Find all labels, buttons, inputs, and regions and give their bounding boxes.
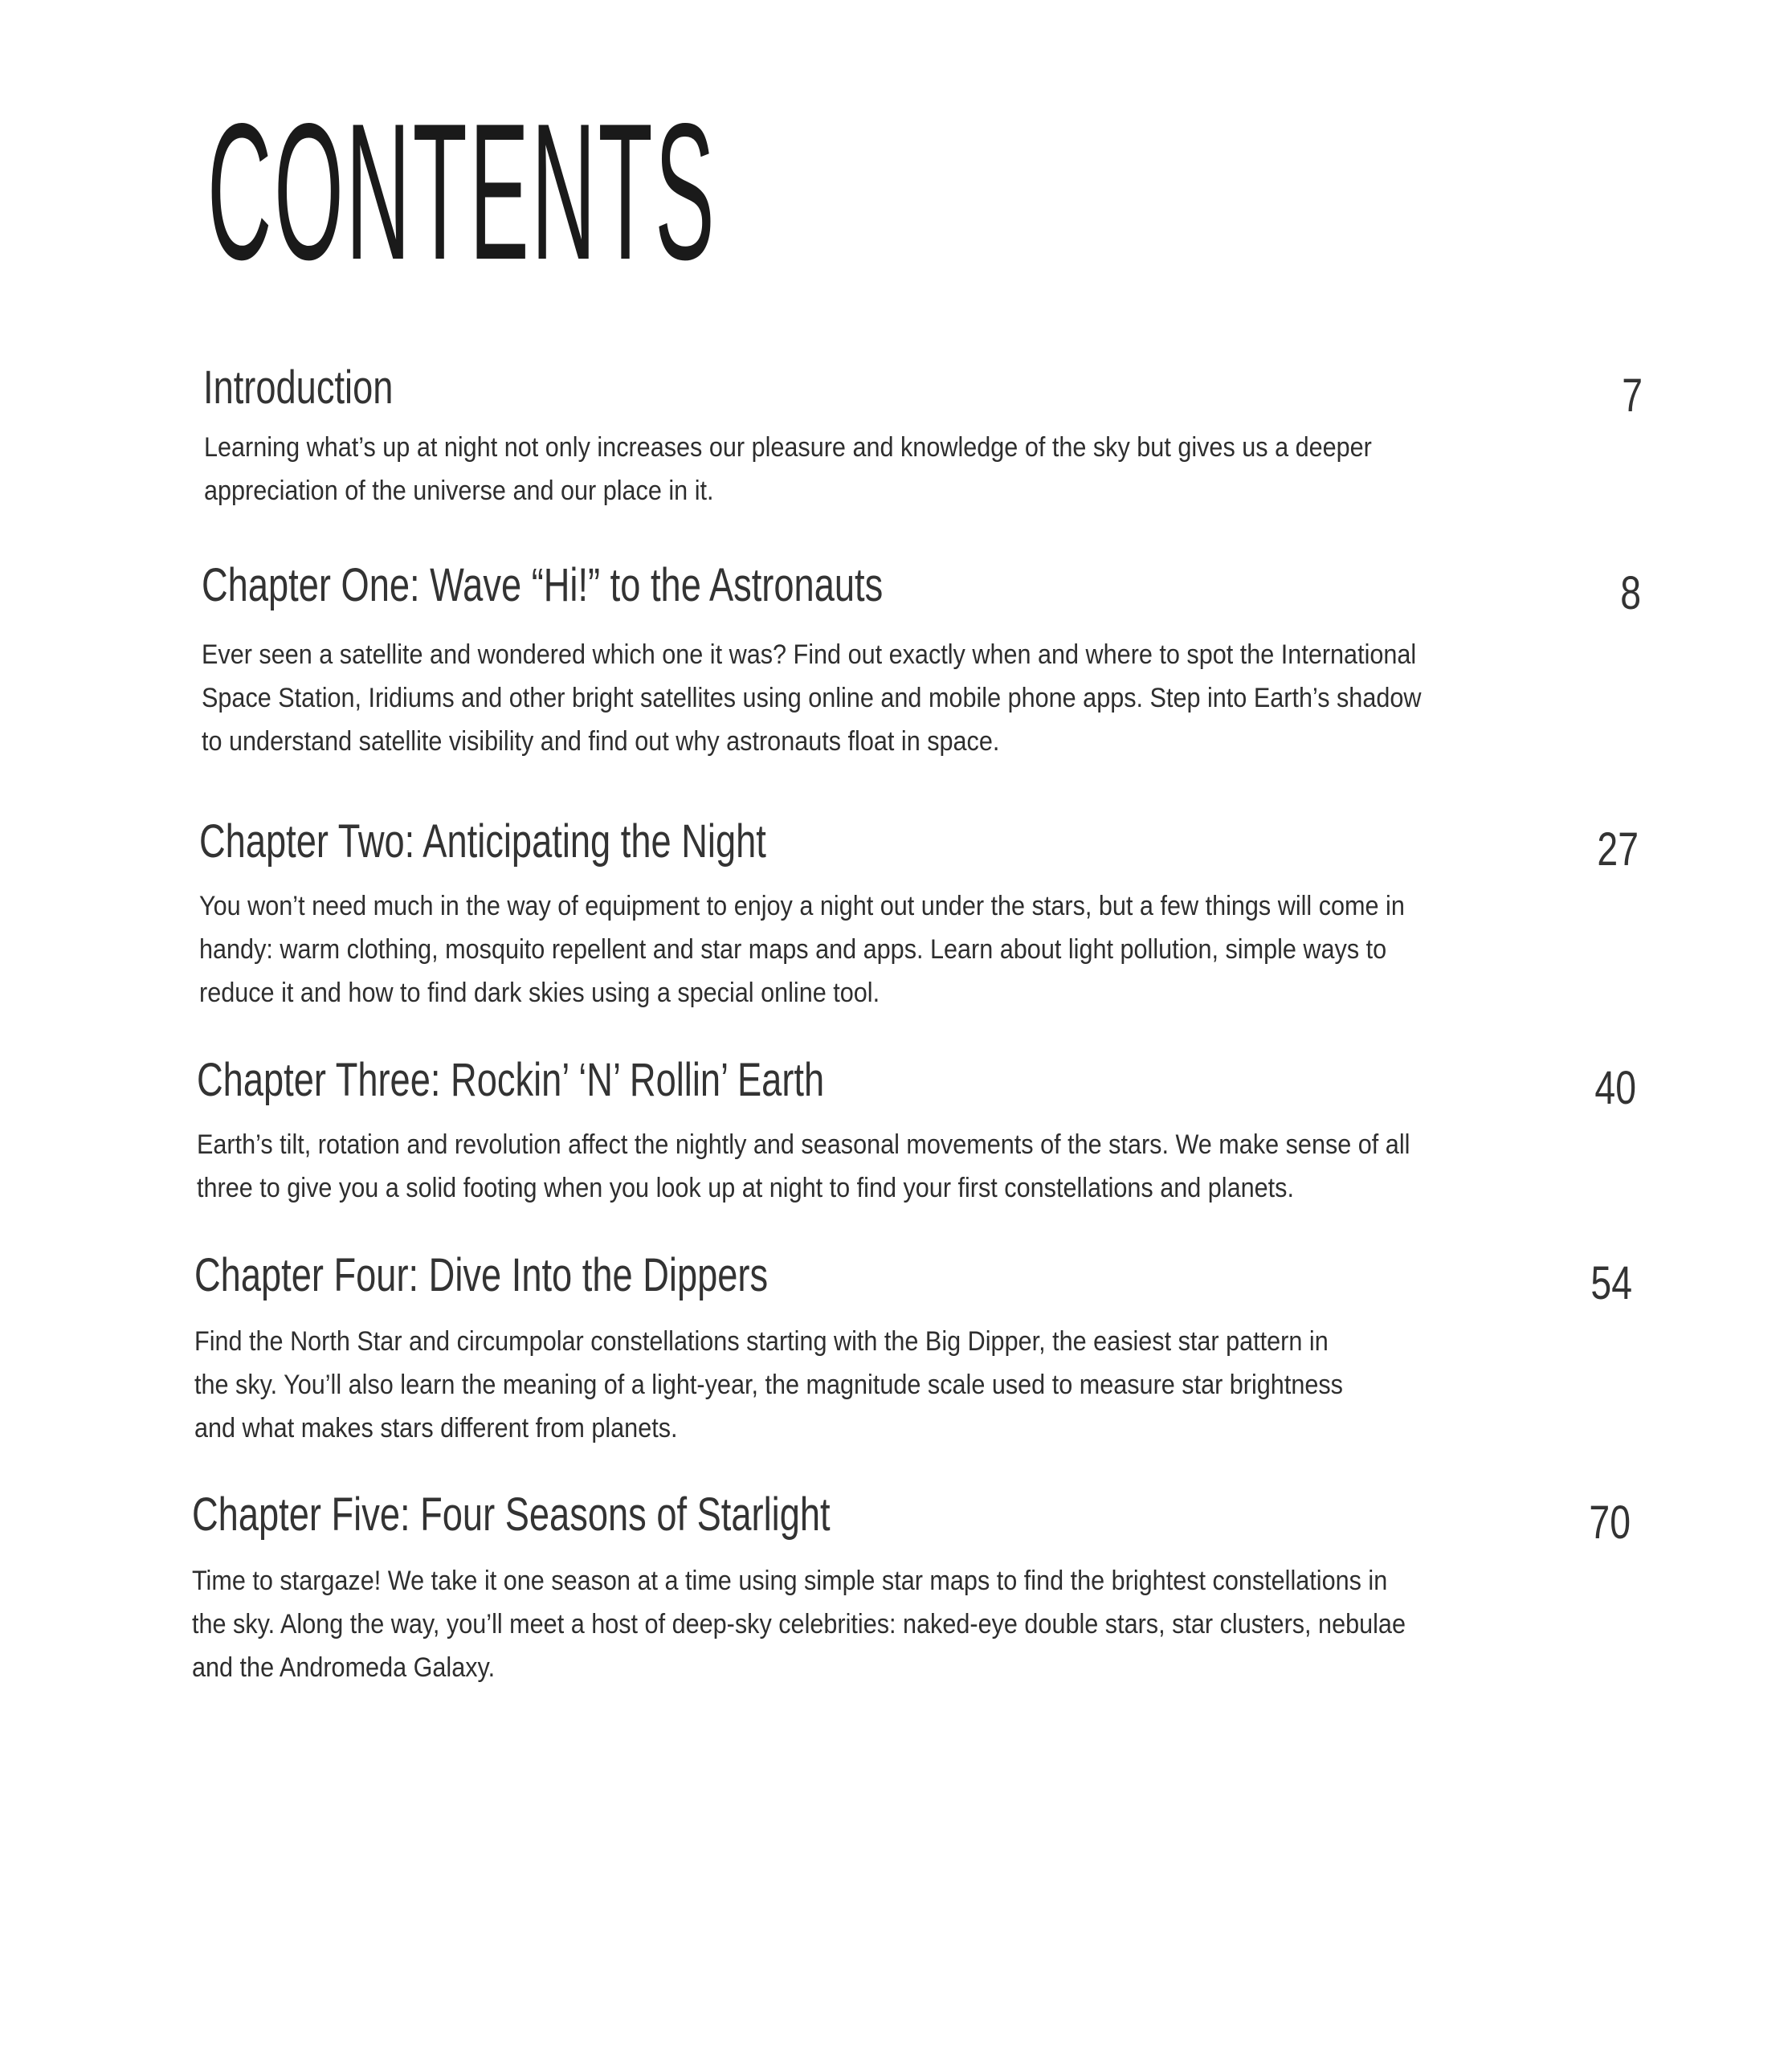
description-line: Learning what’s up at night not only increases our pleasure and knowledge of the sky but gives us a deeper	[204, 432, 1372, 463]
description-line: Ever seen a satellite and wondered which one it was? Find out exactly when and where to spot the International	[202, 639, 1417, 670]
description-line: Find the North Star and circumpolar constellations starting with the Big Dipper, the easiest star pattern in	[194, 1326, 1329, 1357]
entry-description	[199, 884, 1539, 1015]
description-line: and what makes stars different from planets.	[194, 1413, 678, 1443]
description-line: You won’t need much in the way of equipment to enjoy a night out under the stars, but a few things will come in	[199, 891, 1405, 921]
entry-page-number[interactable]: 70	[1589, 1497, 1631, 1549]
entry-heading[interactable]: Chapter Two: Anticipating the Night	[199, 815, 766, 868]
entry-page-number[interactable]: 7	[1622, 370, 1643, 422]
page-title: CONTENTS	[207, 84, 717, 300]
description-line: reduce it and how to find dark skies using a special online tool.	[199, 978, 880, 1008]
entry-heading[interactable]: Chapter One: Wave “Hi!” to the Astronauts	[202, 559, 884, 611]
description-line: Space Station, Iridiums and other bright satellites using online and mobile phone apps. Step into Earth’s shadow	[202, 683, 1422, 713]
entry-page-number[interactable]: 8	[1620, 567, 1641, 619]
entry-description	[192, 1559, 1541, 1689]
entry-heading[interactable]: Chapter Five: Four Seasons of Starlight	[192, 1488, 831, 1541]
entry-heading[interactable]: Chapter Four: Dive Into the Dippers	[194, 1249, 769, 1301]
entry-page-number[interactable]: 27	[1597, 823, 1639, 876]
entry-heading[interactable]: Introduction	[203, 361, 394, 414]
description-line: the sky. Along the way, you’ll meet a host of deep-sky celebrities: naked-eye double stars, star clusters, nebulae	[192, 1609, 1406, 1639]
entry-heading[interactable]: Chapter Three: Rockin’ ‘N’ Rollin’ Earth	[197, 1054, 825, 1106]
description-line: Earth’s tilt, rotation and revolution affect the nightly and seasonal movements of the stars. We make sense of all	[197, 1129, 1410, 1160]
description-line: Time to stargaze! We take it one season at a time using simple star maps to find the brightest constellations in	[192, 1566, 1388, 1596]
description-line: and the Andromeda Galaxy.	[192, 1652, 496, 1683]
entry-description	[194, 1320, 1471, 1450]
entry-description	[204, 426, 1501, 512]
description-line: to understand satellite visibility and find out why astronauts float in space.	[202, 726, 1000, 757]
entry-description	[197, 1123, 1545, 1210]
entry-page-number[interactable]: 40	[1594, 1062, 1636, 1114]
description-line: the sky. You’ll also learn the meaning of a light-year, the magnitude scale used to measure star brightness	[194, 1370, 1343, 1400]
description-line: handy: warm clothing, mosquito repellent and star maps and apps. Learn about light pollution, simple ways to	[199, 934, 1387, 965]
description-line: three to give you a solid footing when you look up at night to find your first constellations and planets.	[197, 1173, 1294, 1203]
description-line: appreciation of the universe and our place in it.	[204, 476, 714, 506]
entry-description	[202, 633, 1557, 763]
entry-page-number[interactable]: 54	[1590, 1257, 1632, 1309]
